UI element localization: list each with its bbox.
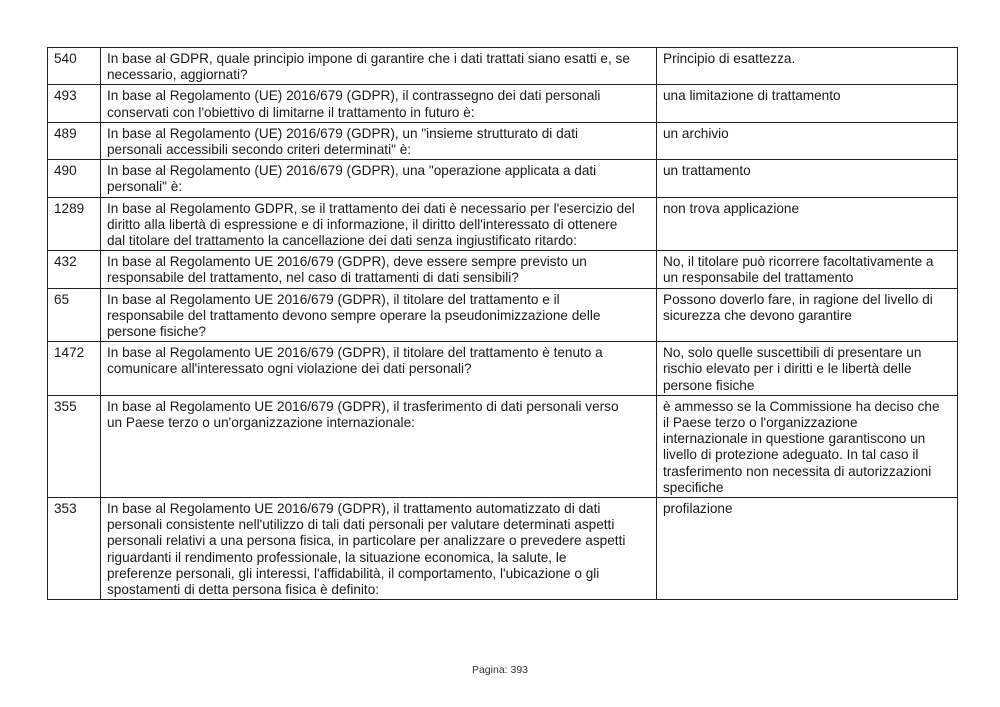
answer-text: è ammesso se la Commissione ha deciso che il Paese terzo o l'organizzazione internazionale in questione garantiscono un livello di protezione adeguato. In tal caso il trasferimento non necessita di autorizzazioni specifiche [657,395,958,497]
question-number: 490 [48,160,101,197]
table-row [48,48,958,85]
table-row [48,122,958,159]
answer-text: un archivio [657,122,958,159]
question-number: 355 [48,395,101,497]
question-number: 540 [48,48,101,85]
question-text: In base al Regolamento GDPR, se il trattamento dei dati è necessario per l'esercizio del diritto alla libertà di espressione e di informazione, il diritto dell'interessato di ottenere dal titolare del trattamento la cancellazione dei dati senza ingiustificato ritardo: [101,197,657,251]
table-row [48,85,958,122]
table-row [48,251,958,288]
qa-table-body [48,48,958,600]
question-number: 65 [48,288,101,342]
question-text: In base al Regolamento UE 2016/679 (GDPR), il trattamento automatizzato di dati personali consistente nell'utilizzo di tali dati personali per valutare determinati aspetti personali relativi a una persona fisica, in particolare per analizzare o prevedere aspetti riguardanti il rendimento professionale, la situazione economica, la salute, le preferenze personali, gli interessi, l'affidabilità, il comportamento, l'ubicazione o gli spostamenti di detta persona fisica è definito: [101,498,657,600]
question-number: 489 [48,122,101,159]
table-row [48,288,958,342]
table-row [48,342,958,396]
answer-text: non trova applicazione [657,197,958,251]
question-number: 1289 [48,197,101,251]
table-row [48,395,958,497]
question-number: 353 [48,498,101,600]
answer-text: No, il titolare può ricorrere facoltativamente a un responsabile del trattamento [657,251,958,288]
question-text: In base al Regolamento UE 2016/679 (GDPR), il titolare del trattamento è tenuto a comunicare all'interessato ogni violazione dei dati personali? [101,342,657,396]
question-text: In base al Regolamento (UE) 2016/679 (GDPR), una "operazione applicata a dati personali" è: [101,160,657,197]
answer-text: Principio di esattezza. [657,48,958,85]
question-number: 432 [48,251,101,288]
page-number: Pagina: 393 [471,664,529,676]
table-row [48,160,958,197]
answer-text: una limitazione di trattamento [657,85,958,122]
question-number: 1472 [48,342,101,396]
answer-text: un trattamento [657,160,958,197]
question-text: In base al Regolamento UE 2016/679 (GDPR), deve essere sempre previsto un responsabile del trattamento, nel caso di trattamenti di dati sensibili? [101,251,657,288]
question-text: In base al Regolamento UE 2016/679 (GDPR), il titolare del trattamento e il responsabile del trattamento devono sempre operare la pseudonimizzazione delle persone fisiche? [101,288,657,342]
answer-text: profilazione [657,498,958,600]
qa-table [47,47,958,600]
question-text: In base al Regolamento UE 2016/679 (GDPR), il trasferimento di dati personali verso un Paese terzo o un'organizzazione internazionale: [101,395,657,497]
answer-text: No, solo quelle suscettibili di presentare un rischio elevato per i diritti e le libertà delle persone fisiche [657,342,958,396]
answer-text: Possono doverlo fare, in ragione del livello di sicurezza che devono garantire [657,288,958,342]
question-text: In base al Regolamento (UE) 2016/679 (GDPR), un "insieme strutturato di dati personali accessibili secondo criteri determinati" è: [101,122,657,159]
table-row [48,498,958,600]
question-number: 493 [48,85,101,122]
table-row [48,197,958,251]
question-text: In base al GDPR, quale principio impone di garantire che i dati trattati siano esatti e, se necessario, aggiornati? [101,48,657,85]
question-text: In base al Regolamento (UE) 2016/679 (GDPR), il contrassegno dei dati personali conservati con l'obiettivo di limitarne il trattamento in futuro è: [101,85,657,122]
